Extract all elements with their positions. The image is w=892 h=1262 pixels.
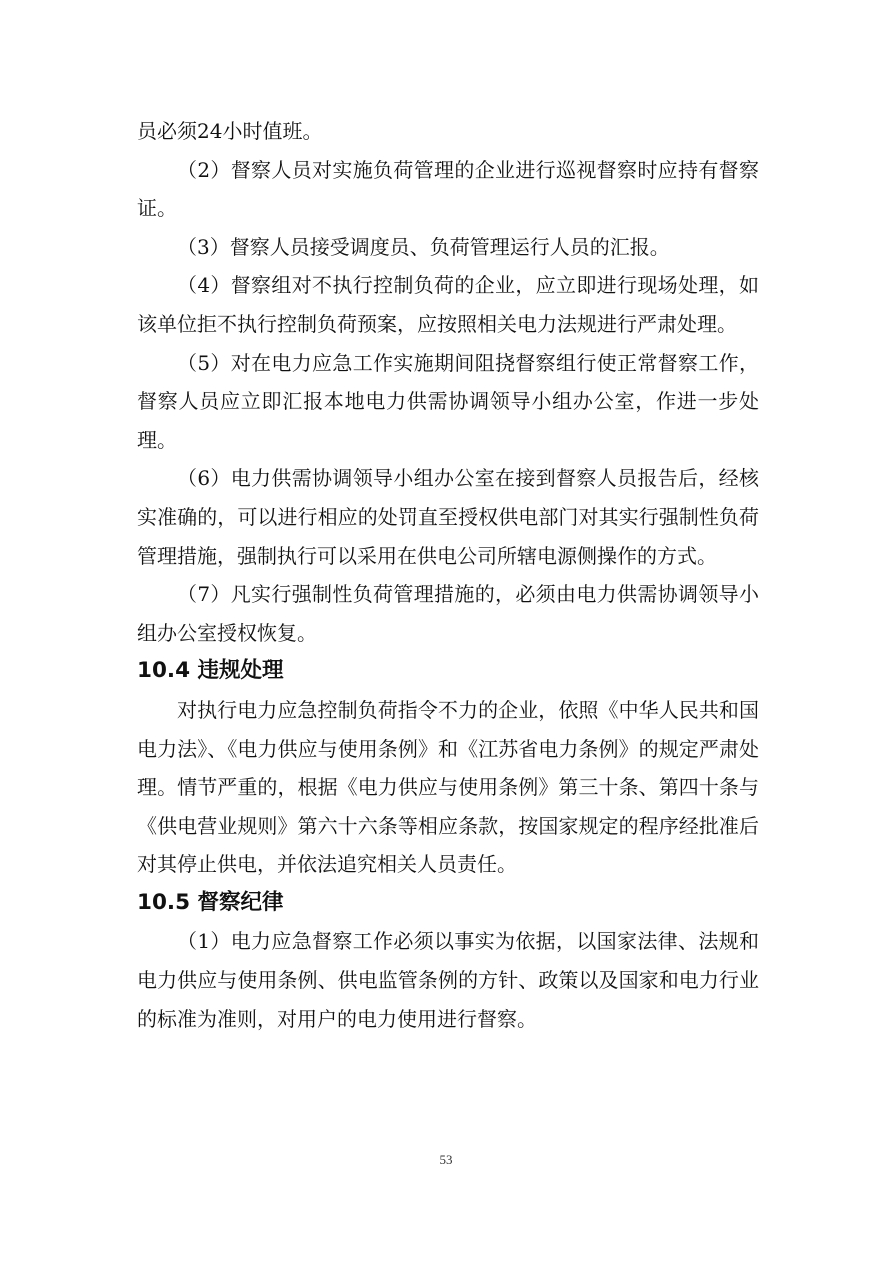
- paragraph-item-7: （7）凡实行强制性负荷管理措施的，必须由电力供需协调领导小组办公室授权恢复。: [137, 582, 759, 645]
- paragraph-item-2: （2）督察人员对实施负荷管理的企业进行巡视督察时应持有督察证。: [137, 157, 759, 221]
- paragraph-violation-handling: 对执行电力应急控制负荷指令不力的企业，依照《中华人民共和国电力法》、《电力供应与使用条例》和《江苏省电力条例》的规定严肃处理。情节严重的，根据《电力供应与使用条例》第三十条、第四十条与《供电营业规则》第六十六条等相应条款，按国家规定的程序经批准后对其停止供电，并依法追究相关人员责任。: [137, 697, 759, 877]
- paragraph-discipline-item-1: （1）电力应急督察工作必须以事实为依据，以国家法律、法规和电力供应与使用条例、供电监管条例的方针、政策以及国家和电力行业的标准为准则，对用户的电力使用进行督察。: [137, 929, 759, 1031]
- paragraph-item-3: （3）督察人员接受调度员、负荷管理运行人员的汇报。: [177, 234, 670, 259]
- page-number: 53: [439, 1152, 453, 1167]
- paragraph-duty-24h: 员必须24小时值班。: [137, 119, 323, 143]
- section-heading-10-4: 10.4 违规处理: [137, 658, 284, 684]
- paragraph-item-6: （6）电力供需协调领导小组办公室在接到督察人员报告后，经核实准确的，可以进行相应的处罚直至授权供电部门对其实行强制性负荷管理措施，强制执行可以采用在供电公司所辖电源侧操作的方式。: [137, 466, 759, 568]
- paragraph-item-4: （4）督察组对不执行控制负荷的企业，应立即进行现场处理，如该单位拒不执行控制负荷预案，应按照相关电力法规进行严肃处理。: [137, 273, 759, 336]
- document-body: [137, 112, 759, 1038]
- paragraph-item-5: （5）对在电力应急工作实施期间阻挠督察组行使正常督察工作，督察人员应立即汇报本地电力供需协调领导小组办公室，作进一步处理。: [137, 350, 759, 452]
- section-heading-10-5: 10.5 督察纪律: [137, 889, 284, 915]
